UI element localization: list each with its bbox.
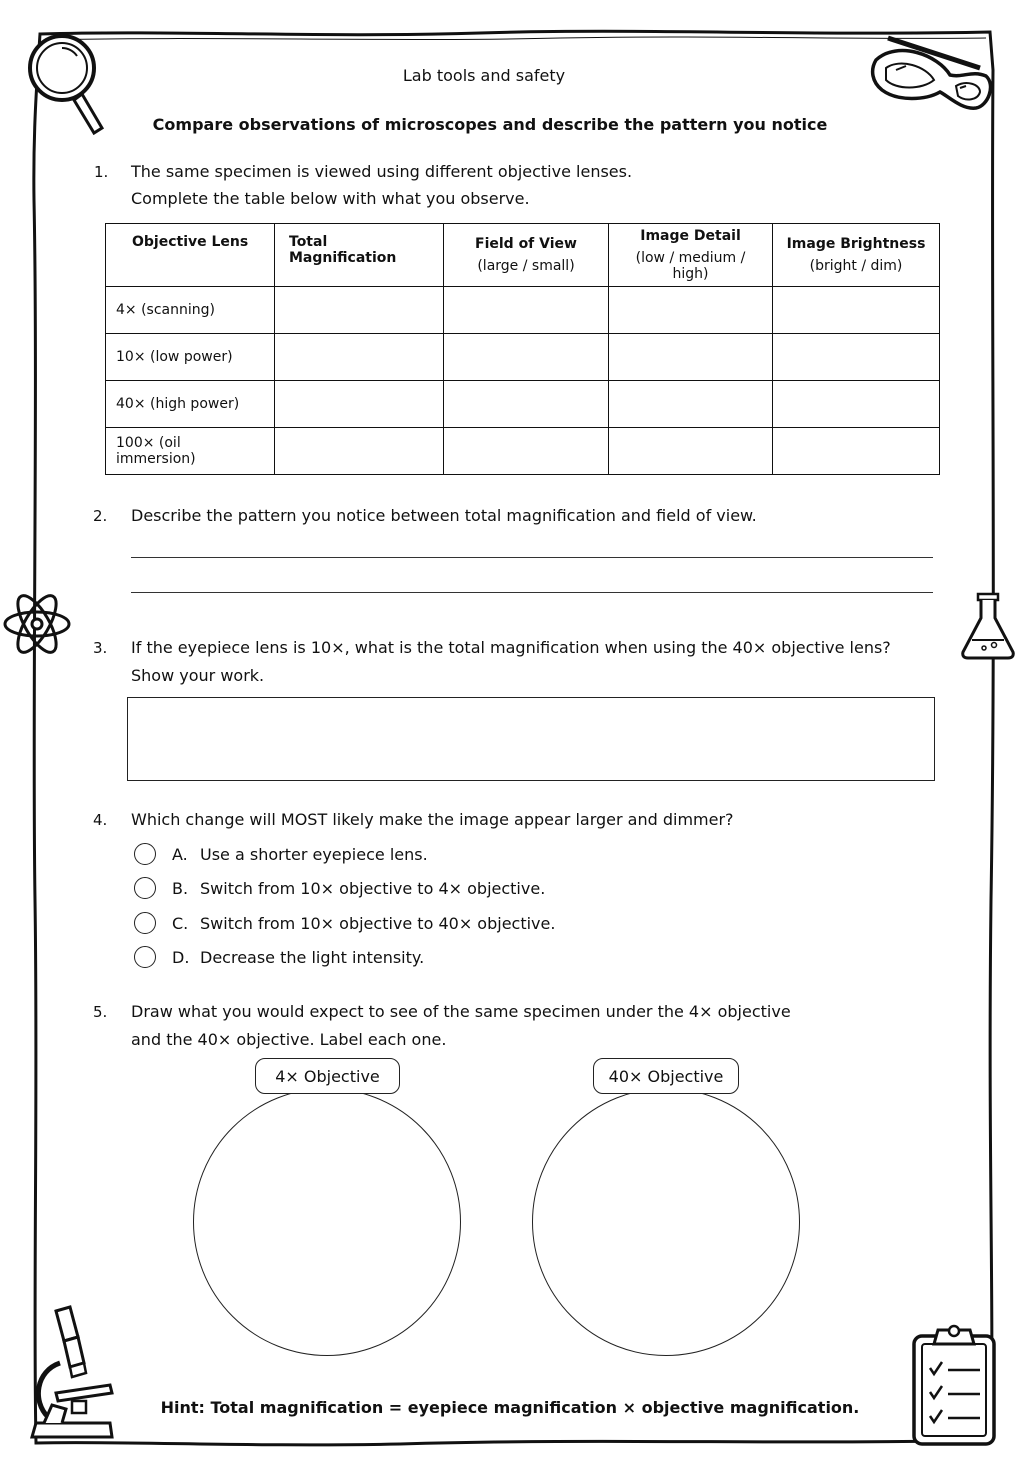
option-c-letter: C. <box>172 914 189 933</box>
column-header-image-detail: Image Detail (low / medium / high) <box>609 224 773 287</box>
atom-icon <box>2 588 72 660</box>
image-detail-answer-cell[interactable] <box>609 287 773 334</box>
table-row <box>106 428 940 475</box>
worksheet-title: Compare observations of microscopes and describe the pattern you notice <box>152 115 828 134</box>
flask-icon <box>958 590 1018 660</box>
lens-cell: 10× (low power) <box>106 334 275 381</box>
hint-text: Hint: Total magnification = eyepiece magnification × objective magnification. <box>160 1398 860 1417</box>
question-4-text: Which change will MOST likely make the image appear larger and dimmer? <box>131 810 734 829</box>
brightness-answer-cell[interactable] <box>773 334 940 381</box>
label-4x-objective: 4× Objective <box>255 1058 400 1094</box>
option-b-radio[interactable] <box>134 877 156 899</box>
microscope-icon <box>26 1305 118 1445</box>
table-header-row <box>106 224 940 287</box>
question-2-number: 2. <box>93 507 108 525</box>
question-5-text-line1: Draw what you would expect to see of the same specimen under the 4× objective <box>131 1002 791 1021</box>
image-detail-answer-cell[interactable] <box>609 381 773 428</box>
label-40x-objective: 40× Objective <box>593 1058 739 1094</box>
lens-cell: 40× (high power) <box>106 381 275 428</box>
option-a-text[interactable]: Use a shorter eyepiece lens. <box>200 845 428 864</box>
field-of-view-answer-cell[interactable] <box>444 428 609 475</box>
option-c-radio[interactable] <box>134 912 156 934</box>
question-1-text-line1: The same specimen is viewed using different objective lenses. <box>131 162 633 181</box>
question-3-text-line2: Show your work. <box>131 666 265 685</box>
question-1-text-line2: Complete the table below with what you observe. <box>131 189 530 208</box>
table-row <box>106 287 940 334</box>
option-a-letter: A. <box>172 845 188 864</box>
option-d-text[interactable]: Decrease the light intensity. <box>200 948 425 967</box>
lens-cell: 4× (scanning) <box>106 287 275 334</box>
table-row <box>106 381 940 428</box>
brightness-answer-cell[interactable] <box>773 287 940 334</box>
column-header-objective-lens: Objective Lens <box>106 224 275 287</box>
show-work-box[interactable] <box>127 697 935 781</box>
question-3-number: 3. <box>93 639 108 657</box>
option-a-radio[interactable] <box>134 843 156 865</box>
question-5-number: 5. <box>93 1003 108 1021</box>
answer-line[interactable] <box>131 557 933 558</box>
option-d-radio[interactable] <box>134 946 156 968</box>
question-5-text-line2: and the 40× objective. Label each one. <box>131 1030 447 1049</box>
magnification-answer-cell[interactable] <box>275 428 444 475</box>
option-d-letter: D. <box>172 948 190 967</box>
column-header-field-of-view: Field of View (large / small) <box>444 224 609 287</box>
answer-line[interactable] <box>131 592 933 593</box>
option-c-text[interactable]: Switch from 10× objective to 40× objective. <box>200 914 556 933</box>
image-detail-answer-cell[interactable] <box>609 428 773 475</box>
magnification-answer-cell[interactable] <box>275 334 444 381</box>
column-header-image-brightness: Image Brightness (bright / dim) <box>773 224 940 287</box>
magnification-answer-cell[interactable] <box>275 287 444 334</box>
lens-cell: 100× (oil immersion) <box>106 428 275 475</box>
field-of-view-answer-cell[interactable] <box>444 334 609 381</box>
clipboard-checklist-icon <box>908 1322 1000 1448</box>
option-b-letter: B. <box>172 879 189 898</box>
brightness-answer-cell[interactable] <box>773 428 940 475</box>
field-of-view-answer-cell[interactable] <box>444 287 609 334</box>
field-of-view-answer-cell[interactable] <box>444 381 609 428</box>
drawing-circle-40x[interactable] <box>532 1088 800 1356</box>
topic-label: Lab tools and safety <box>402 66 566 85</box>
magnification-answer-cell[interactable] <box>275 381 444 428</box>
observation-table <box>105 223 940 475</box>
question-3-text-line1: If the eyepiece lens is 10×, what is the total magnification when using the 40× objective lens? <box>131 638 891 657</box>
option-b-text[interactable]: Switch from 10× objective to 4× objective. <box>200 879 546 898</box>
brightness-answer-cell[interactable] <box>773 381 940 428</box>
question-4-number: 4. <box>93 811 108 829</box>
question-1-number: 1. <box>94 163 109 181</box>
image-detail-answer-cell[interactable] <box>609 334 773 381</box>
table-row <box>106 334 940 381</box>
column-header-total-magnification: Total Magnification <box>275 224 444 287</box>
question-2-text: Describe the pattern you notice between total magnification and field of view. <box>131 506 757 525</box>
drawing-circle-4x[interactable] <box>193 1088 461 1356</box>
